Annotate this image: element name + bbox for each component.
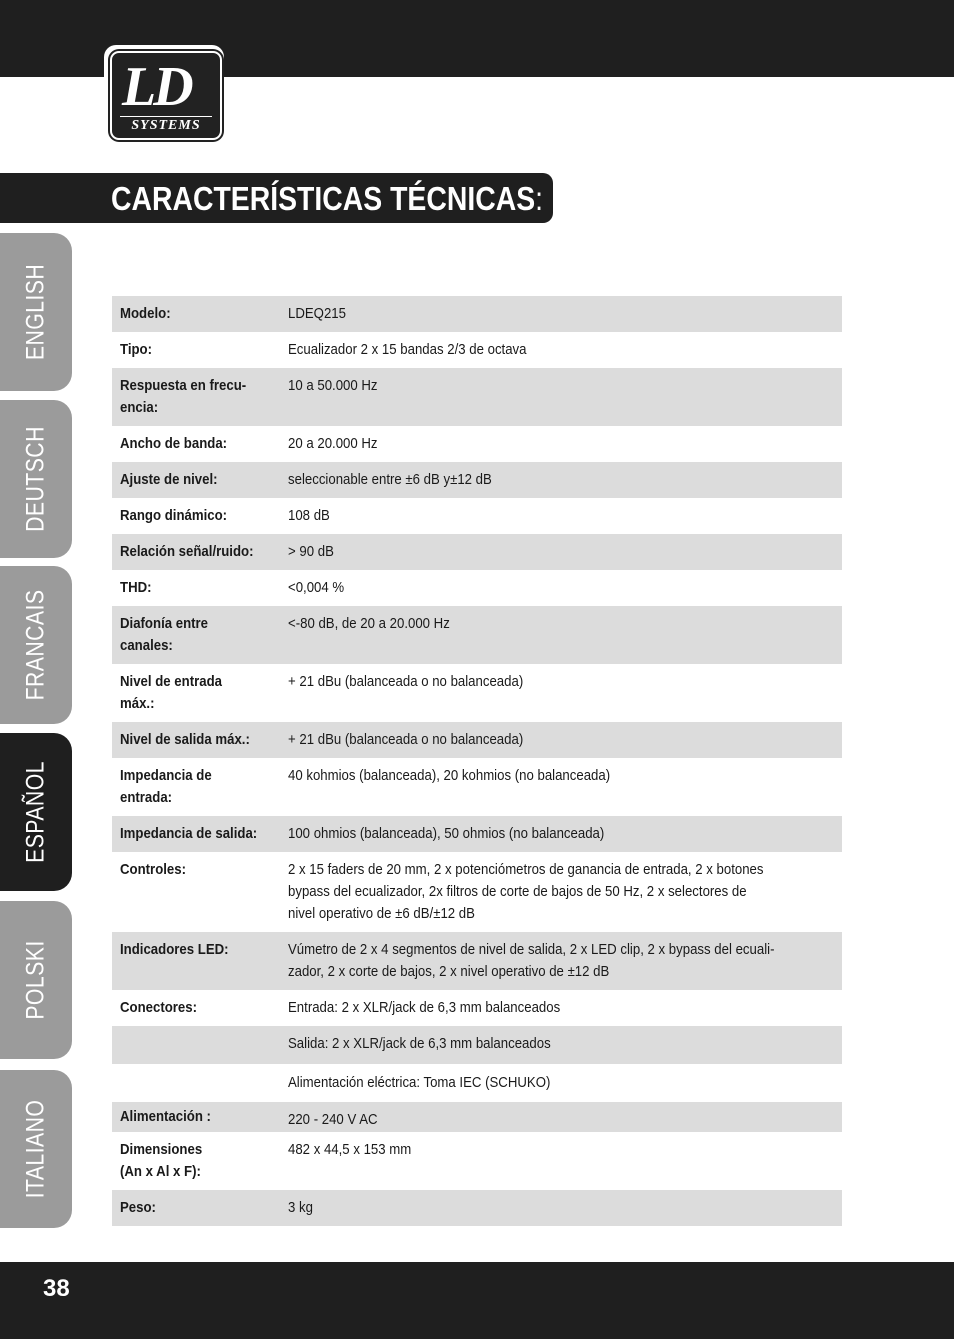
spec-value: Vúmetro de 2 x 4 segmentos de nivel de salida, 2 x LED clip, 2 x bypass del ecuali- zador, 2 x corte de bajos, 2 x nivel operativo de ±12 dB: [288, 941, 775, 980]
logo-badge: [110, 51, 222, 140]
table-row: [112, 816, 842, 852]
spec-value: 2 x 15 faders de 20 mm, 2 x potenciómetros de ganancia de entrada, 2 x botones bypass del ecualizador, 2x filtros de corte de bajos de 50 Hz, 2 x selectores de nivel operativo de ±6 dB/±12 dB: [288, 861, 764, 922]
spec-label: THD:: [120, 579, 152, 596]
page-number: 38: [43, 1275, 70, 1302]
title-banner: [0, 173, 553, 223]
spec-label: Ancho de banda:: [120, 435, 228, 452]
tab-deutsch[interactable]: [0, 400, 72, 558]
table-row: [112, 570, 842, 606]
tab-english[interactable]: [0, 233, 72, 391]
spec-label: Relación señal/ruido:: [120, 543, 254, 560]
page-title: [111, 179, 543, 219]
spec-table: [112, 296, 842, 1226]
spec-label: [112, 1072, 288, 1095]
page-title-text: CARACTERÍSTICAS TÉCNICAS: [111, 180, 536, 217]
spec-label: Dimensiones (An x Al x F):: [120, 1141, 203, 1180]
table-row: [112, 1190, 842, 1226]
spec-label: Diafonía entre canales:: [120, 615, 209, 654]
page-title-colon: :: [535, 180, 544, 217]
tab-polski-label: POLSKI: [21, 940, 50, 1020]
table-row: [112, 722, 842, 758]
spec-label: Nivel de salida máx.:: [120, 731, 250, 748]
spec-label: Ajuste de nivel:: [120, 471, 218, 488]
spec-value: Entrada: 2 x XLR/jack de 6,3 mm balanceados: [288, 999, 561, 1016]
spec-value: 10 a 50.000 Hz: [288, 377, 378, 394]
spec-label: Tipo:: [120, 341, 153, 358]
spec-label: Conectores:: [120, 999, 198, 1016]
spec-label: Impedancia de salida:: [120, 825, 258, 842]
table-row: [112, 1026, 842, 1064]
tab-espanol-label: ESPAÑOL: [21, 761, 50, 863]
spec-value: seleccionable entre ±6 dB y±12 dB: [288, 471, 492, 488]
table-row: [112, 606, 842, 664]
spec-value: Ecualizador 2 x 15 bandas 2/3 de octava: [288, 341, 527, 358]
spec-label: Alimentación :: [120, 1108, 211, 1125]
tab-italiano[interactable]: [0, 1070, 72, 1228]
spec-label: Indicadores LED:: [120, 941, 229, 958]
table-row: [112, 296, 842, 332]
spec-label: Peso:: [120, 1199, 156, 1216]
spec-label: Controles:: [120, 861, 186, 878]
spec-value: + 21 dBu (balanceada o no balanceada): [288, 673, 524, 690]
tab-francais-label: FRANCAIS: [21, 589, 50, 701]
tab-polski[interactable]: [0, 901, 72, 1059]
spec-value: Salida: 2 x XLR/jack de 6,3 mm balanceados: [288, 1035, 551, 1052]
logo-main-text: LD: [122, 56, 191, 118]
table-row: [112, 664, 842, 722]
spec-value: LDEQ215: [288, 305, 346, 322]
spec-label: Modelo:: [120, 305, 171, 322]
spec-value: + 21 dBu (balanceada o no balanceada): [288, 731, 524, 748]
spec-value: <0,004 %: [288, 579, 345, 596]
spec-value: 108 dB: [288, 507, 330, 524]
spec-value: 40 kohmios (balanceada), 20 kohmios (no balanceada): [288, 767, 611, 784]
spec-label: Impedancia de entrada:: [120, 767, 212, 806]
tab-deutsch-label: DEUTSCH: [21, 426, 50, 532]
table-row: [112, 426, 842, 462]
spec-value: 20 a 20.000 Hz: [288, 435, 378, 452]
ld-systems-logo: [104, 45, 224, 142]
spec-value: 482 x 44,5 x 153 mm: [288, 1141, 412, 1158]
table-row: [112, 332, 842, 368]
spec-value: > 90 dB: [288, 543, 334, 560]
tab-francais[interactable]: [0, 566, 72, 724]
table-row: [112, 852, 842, 932]
spec-value: <-80 dB, de 20 a 20.000 Hz: [288, 615, 450, 632]
table-row: [112, 534, 842, 570]
table-row: [112, 758, 842, 816]
bottom-bar: [0, 1262, 954, 1339]
spec-value: 220 - 240 V AC: [288, 1111, 378, 1128]
tab-english-label: ENGLISH: [21, 263, 50, 361]
spec-value: 100 ohmios (balanceada), 50 ohmios (no balanceada): [288, 825, 605, 842]
table-row: [112, 990, 842, 1026]
spec-label: [112, 1033, 288, 1057]
spec-value: Alimentación eléctrica: Toma IEC (SCHUKO): [288, 1074, 551, 1091]
table-row: [112, 1064, 842, 1102]
tab-italiano-label: ITALIANO: [21, 1099, 50, 1199]
spec-value: 3 kg: [288, 1199, 313, 1216]
tab-espanol[interactable]: [0, 733, 72, 891]
table-row: [112, 462, 842, 498]
spec-label: Respuesta en frecu- encia:: [120, 377, 247, 416]
spec-label: Nivel de entrada máx.:: [120, 673, 222, 712]
table-row: [112, 368, 842, 426]
table-row: [112, 1132, 842, 1190]
table-row: [112, 498, 842, 534]
spec-label: Rango dinámico:: [120, 507, 228, 524]
table-row: [112, 932, 842, 990]
logo-sub-text: SYSTEMS: [120, 116, 212, 134]
table-row: [112, 1102, 842, 1132]
